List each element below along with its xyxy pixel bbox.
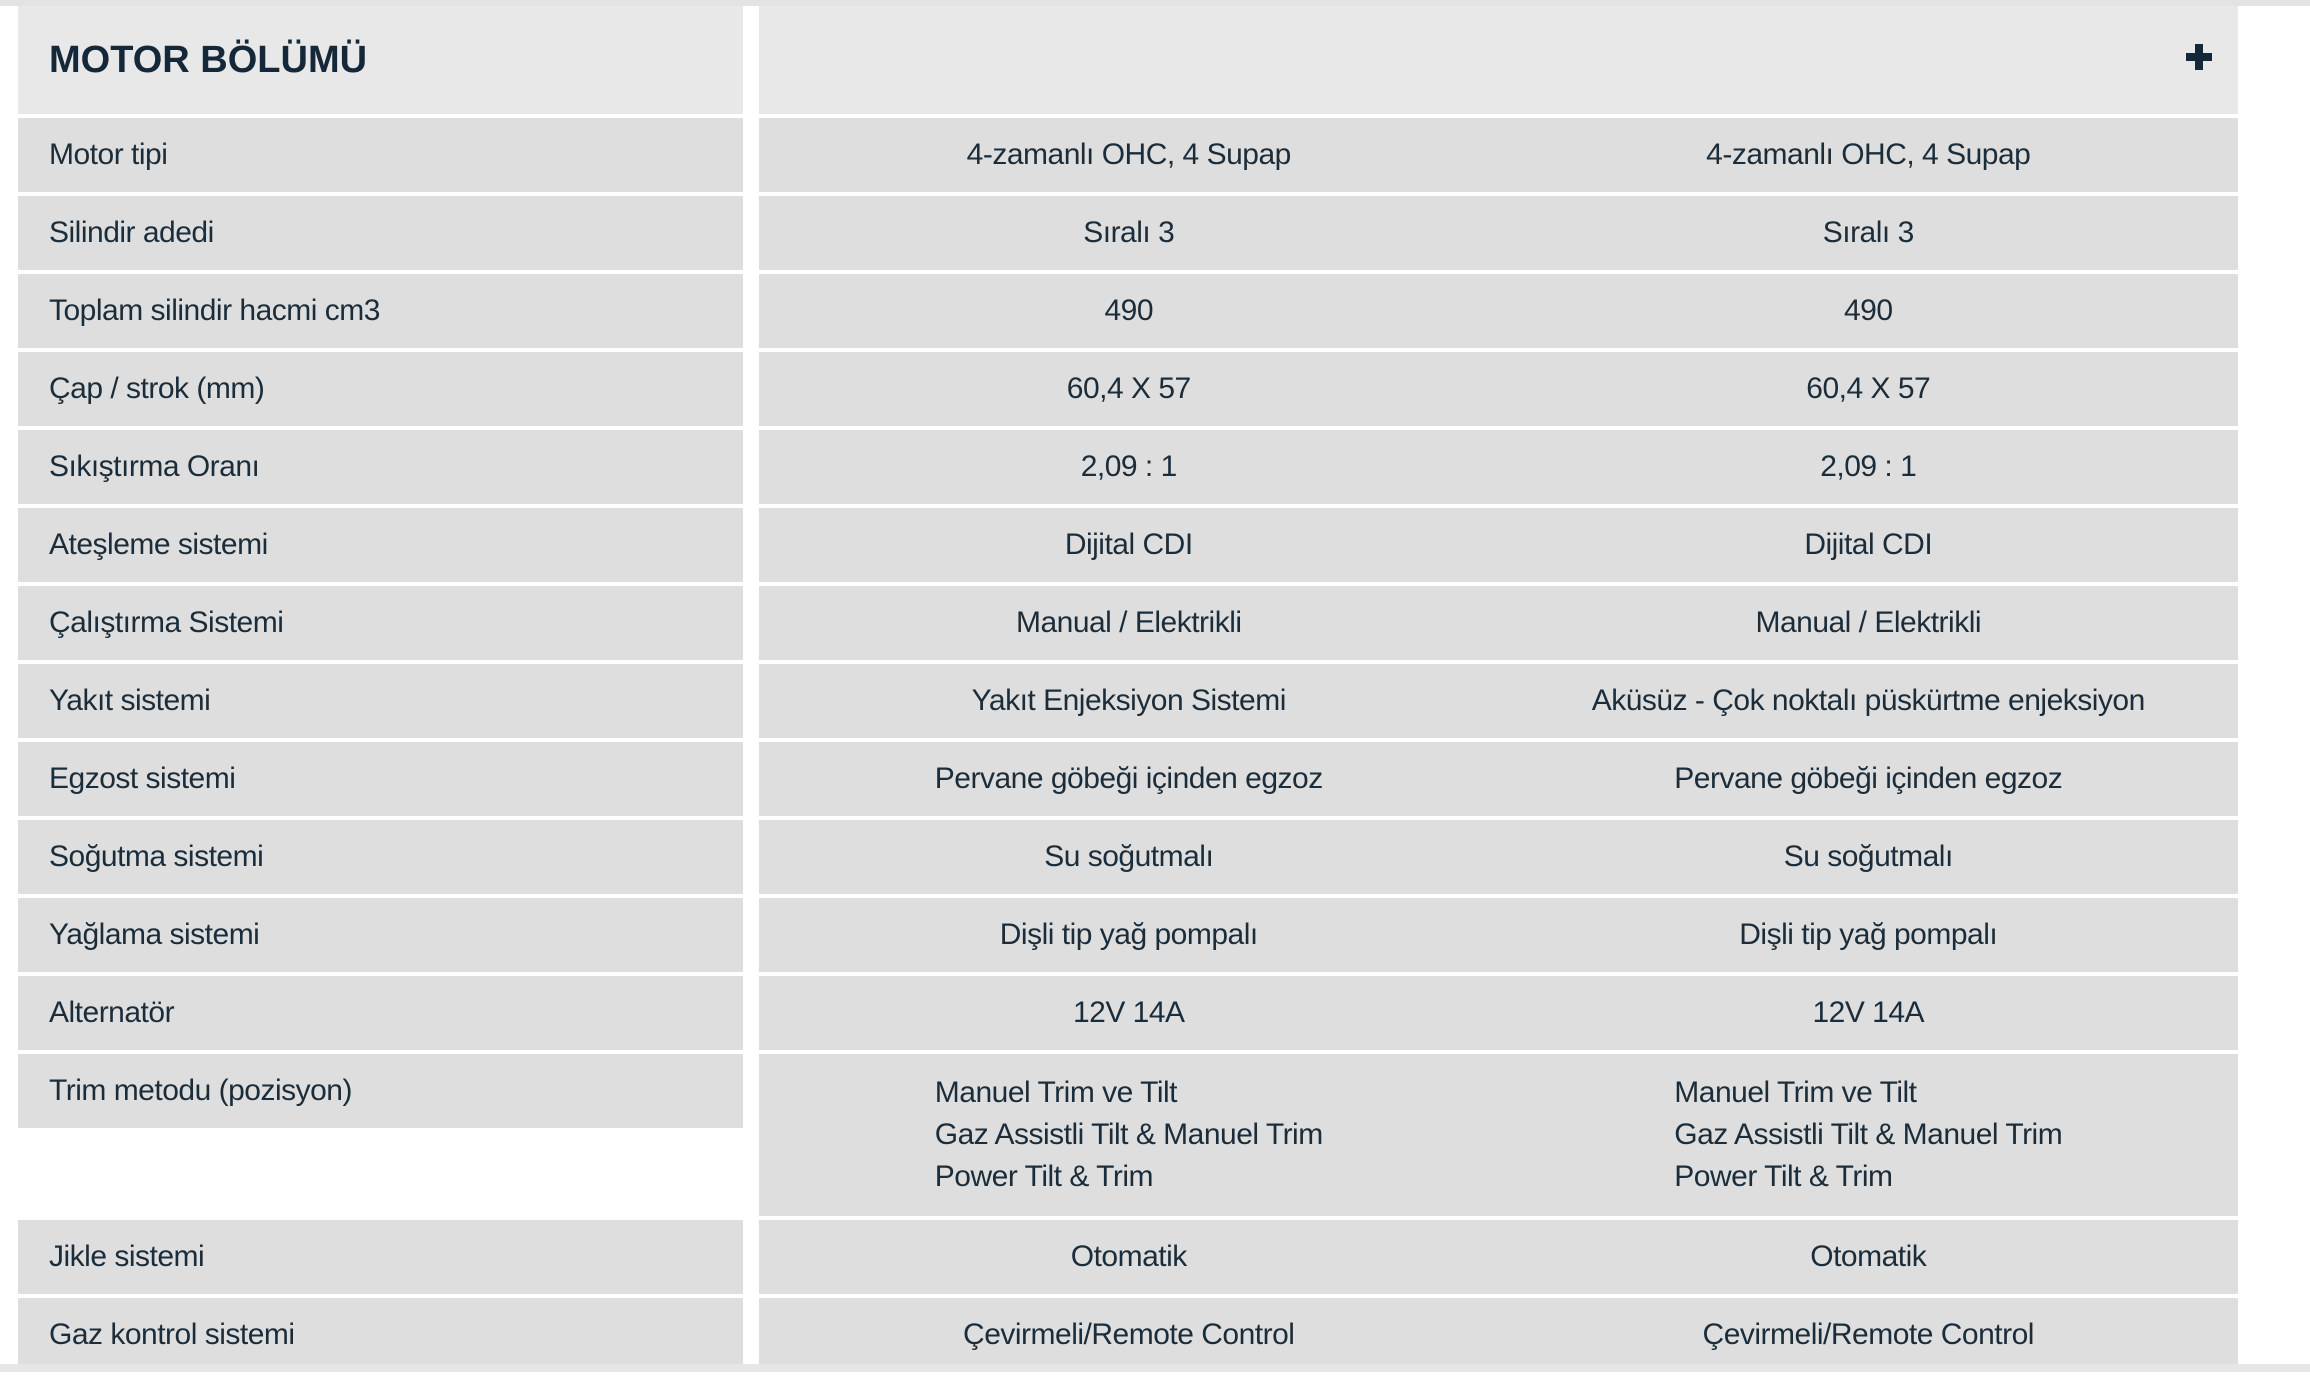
row-label: Motor tipi (18, 118, 743, 192)
row-values (759, 352, 2238, 426)
value-model-1: Otomatik (1070, 1240, 1187, 1273)
row-values (759, 820, 2238, 894)
row-values (759, 118, 2238, 192)
value-line: Power Tilt & Trim (1674, 1160, 1893, 1193)
value-model-2: 4-zamanlı OHC, 4 Supap (1706, 138, 2031, 171)
value-model-1: Çevirmeli/Remote Control (963, 1318, 1295, 1351)
value-model-1: 60,4 X 57 (1066, 372, 1191, 405)
value-model-1: 4-zamanlı OHC, 4 Supap (966, 138, 1291, 171)
row-values (759, 664, 2238, 738)
row-label: Alternatör (18, 976, 743, 1050)
section-header-values (759, 6, 2238, 114)
value-model-1: 2,09 : 1 (1080, 450, 1177, 483)
table-row (18, 820, 2238, 894)
value-model-1: 490 (1104, 294, 1154, 327)
table-row (18, 352, 2238, 426)
row-label: Jikle sistemi (18, 1220, 743, 1294)
row-values (759, 1220, 2238, 1294)
table-row (18, 430, 2238, 504)
value-model-2: Su soğutmalı (1783, 840, 1953, 873)
value-line: Gaz Assistli Tilt & Manuel Trim (1674, 1118, 2063, 1151)
bottom-divider (0, 1364, 2310, 1372)
value-model-2: Manual / Elektrikli (1755, 606, 1982, 639)
value-model-1: Su soğutmalı (1044, 840, 1214, 873)
row-label: Silindir adedi (18, 196, 743, 270)
row-label: Soğutma sistemi (18, 820, 743, 894)
value-model-2: Dişli tip yağ pompalı (1739, 918, 1998, 951)
row-label: Yağlama sistemi (18, 898, 743, 972)
row-label: Yakıt sistemi (18, 664, 743, 738)
value-model-2: 12V 14A (1812, 996, 1925, 1029)
row-values (759, 196, 2238, 270)
value-model-2: Aküsüz - Çok noktalı püskürtme enjeksiyon (1591, 684, 2145, 717)
row-label: Trim metodu (pozisyon) (18, 1054, 743, 1128)
table-row (18, 586, 2238, 660)
value-model-1: Sıralı 3 (1083, 216, 1175, 249)
table-row (18, 1054, 2238, 1216)
row-values (759, 586, 2238, 660)
value-model-2: 490 (1843, 294, 1893, 327)
plus-icon[interactable] (2186, 44, 2212, 70)
table-row (18, 1220, 2238, 1294)
value-model-2: 2,09 : 1 (1820, 450, 1917, 483)
row-values (759, 898, 2238, 972)
value-line: Gaz Assistli Tilt & Manuel Trim (934, 1118, 1323, 1151)
row-label: Ateşleme sistemi (18, 508, 743, 582)
value-model-1: Dijital CDI (1064, 528, 1193, 561)
table-row (18, 742, 2238, 816)
section-title: MOTOR BÖLÜMÜ (18, 6, 743, 114)
row-values (759, 430, 2238, 504)
row-label: Egzost sistemi (18, 742, 743, 816)
row-label: Gaz kontrol sistemi (18, 1298, 743, 1372)
table-row (18, 1298, 2238, 1372)
value-model-1: Manual / Elektrikli (1015, 606, 1242, 639)
row-label: Çalıştırma Sistemi (18, 586, 743, 660)
table-row (18, 898, 2238, 972)
value-model-2: Pervane göbeği içinden egzoz (1674, 762, 2063, 795)
value-model-1: Dişli tip yağ pompalı (999, 918, 1258, 951)
row-values (759, 508, 2238, 582)
value-model-1: Yakıt Enjeksiyon Sistemi (971, 684, 1286, 717)
value-model-1 (759, 1072, 1499, 1198)
value-model-2: Sıralı 3 (1822, 216, 1914, 249)
value-model-2: Otomatik (1810, 1240, 1927, 1273)
value-line: Power Tilt & Trim (934, 1160, 1153, 1193)
value-model-2: Çevirmeli/Remote Control (1702, 1318, 2034, 1351)
row-label: Sıkıştırma Oranı (18, 430, 743, 504)
value-model-2 (1499, 1072, 2239, 1198)
table-row (18, 976, 2238, 1050)
value-model-1: 12V 14A (1072, 996, 1185, 1029)
table-row (18, 274, 2238, 348)
value-model-1: Pervane göbeği içinden egzoz (934, 762, 1323, 795)
row-label: Toplam silindir hacmi cm3 (18, 274, 743, 348)
table-row (18, 118, 2238, 192)
value-model-2: Dijital CDI (1804, 528, 1933, 561)
motor-spec-table (18, 6, 2238, 1376)
row-values (759, 742, 2238, 816)
value-model-2: 60,4 X 57 (1806, 372, 1931, 405)
row-values (759, 976, 2238, 1050)
table-row (18, 664, 2238, 738)
value-line: Manuel Trim ve Tilt (934, 1076, 1178, 1109)
row-values (759, 274, 2238, 348)
row-values (759, 1054, 2238, 1216)
value-line: Manuel Trim ve Tilt (1674, 1076, 1917, 1109)
row-values (759, 1298, 2238, 1372)
row-label: Çap / strok (mm) (18, 352, 743, 426)
table-row (18, 508, 2238, 582)
table-row (18, 196, 2238, 270)
section-header[interactable] (18, 6, 2238, 114)
